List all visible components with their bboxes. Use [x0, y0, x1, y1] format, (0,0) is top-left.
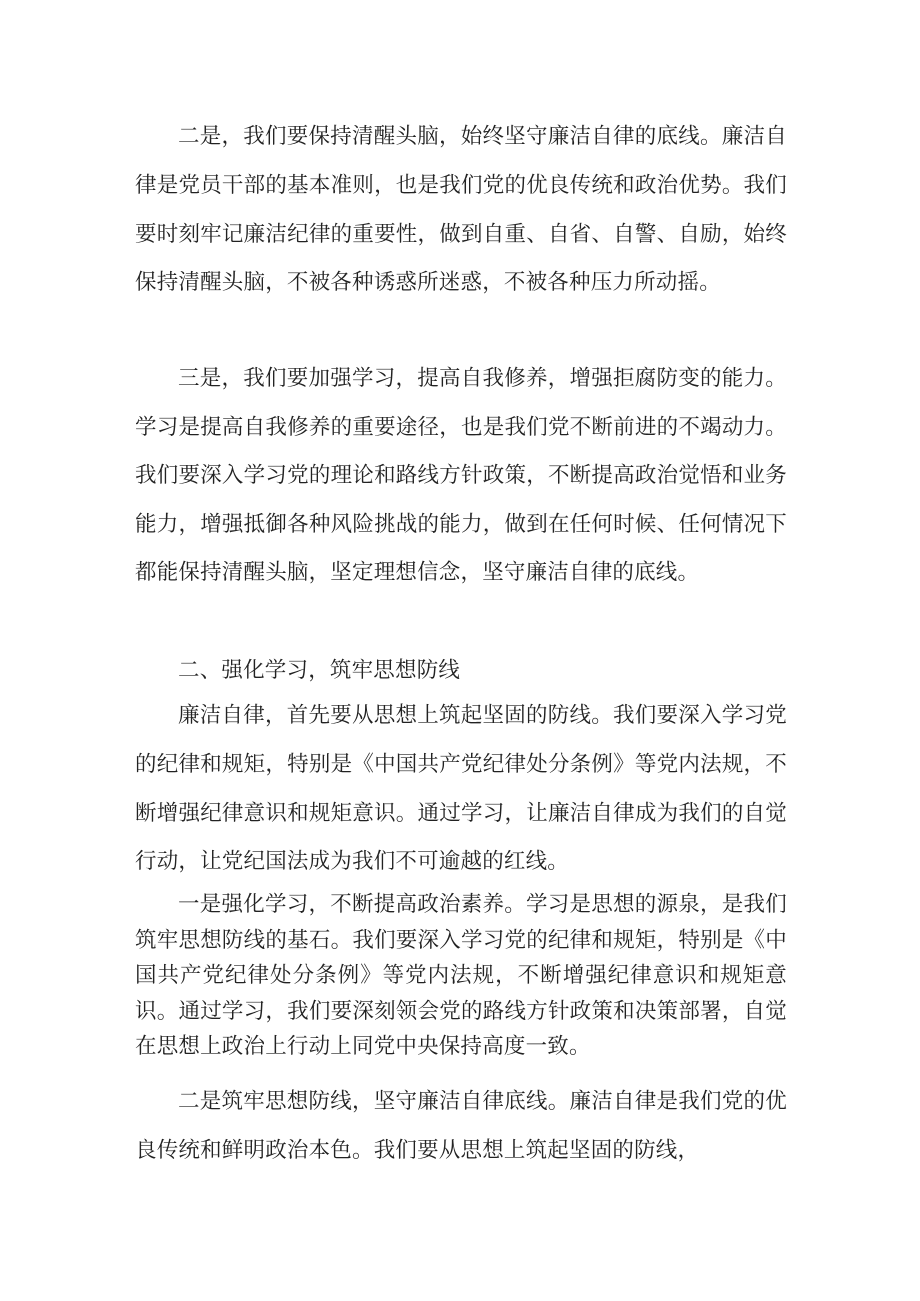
section-heading-strengthen-study: 二、强化学习，筑牢思想防线 — [178, 658, 461, 683]
paragraph-second-point-defense-line: 二是筑牢思想防线，坚守廉洁自律底线。廉洁自律是我们党的优良传统和鲜明政治本色。我们要从思想上筑起坚固的防线， — [135, 1089, 787, 1163]
paragraph-second-point-clear-mind: 二是，我们要保持清醒头脑，始终坚守廉洁自律的底线。廉洁自律是党员干部的基本准则，也是我们党的优良传统和政治优势。我们要时刻牢记廉洁纪律的重要性，做到自重、自省、自警、自励，始终保持清醒头脑，不被各种诱惑所迷惑，不被各种压力所动摇。 — [135, 124, 787, 296]
paragraph-first-point-political-quality: 一是强化学习，不断提高政治素养。学习是思想的源泉，是我们筑牢思想防线的基石。我们要深入学习党的纪律和规矩，特别是《中国共产党纪律处分条例》等党内法规，不断增强纪律意识和规矩意识。通过学习，我们要深刻领会党的路线方针政策和决策部署，自觉在思想上政治上行动上同党中央保持高度一致。 — [135, 892, 787, 1059]
paragraph-ideological-defense: 廉洁自律，首先要从思想上筑起坚固的防线。我们要深入学习党的纪律和规矩，特别是《中国共产党纪律处分条例》等党内法规，不断增强纪律意识和规矩意识。通过学习，让廉洁自律成为我们的自觉行动，让党纪国法成为我们不可逾越的红线。 — [135, 703, 787, 875]
paragraph-third-point-study: 三是，我们要加强学习，提高自我修养，增强拒腐防变的能力。学习是提高自我修养的重要途径，也是我们党不断前进的不竭动力。我们要深入学习党的理论和路线方针政策，不断提高政治觉悟和业务能力，增强抵御各种风险挑战的能力，做到在任何时候、任何情况下都能保持清醒头脑，坚定理想信念，坚守廉洁自律的底线。 — [135, 366, 787, 586]
